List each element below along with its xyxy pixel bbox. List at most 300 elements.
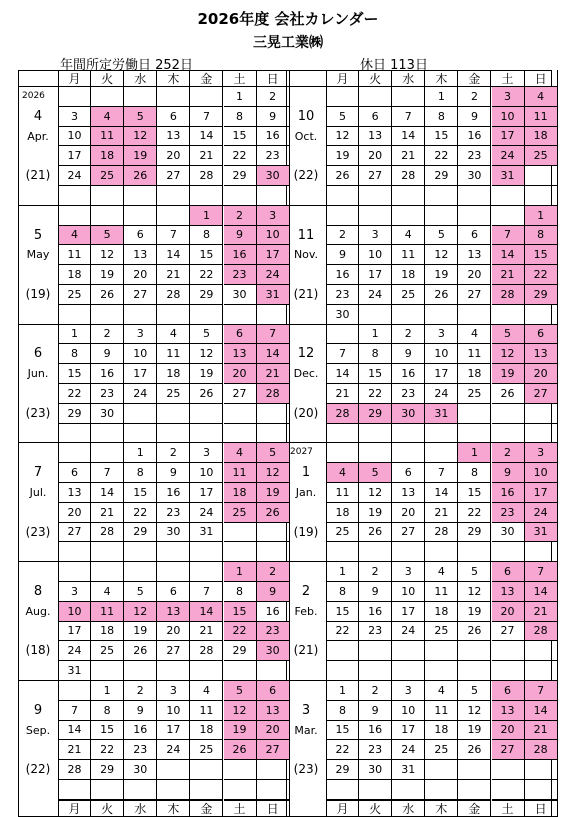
holiday-cell: 6: [525, 325, 558, 345]
holiday-cell: 25: [224, 503, 257, 523]
holiday-cell: 23: [492, 503, 525, 523]
empty-cell: [91, 186, 124, 206]
holiday-cell: 4: [91, 107, 124, 127]
day-cell: 25: [458, 384, 491, 404]
holiday-cell: 6: [492, 562, 525, 582]
empty-cell: [58, 562, 91, 582]
workday-count: (20): [293, 405, 319, 420]
day-cell: 19: [425, 265, 458, 285]
calendar-grid: [18, 70, 552, 814]
weekday-header-0: 月: [58, 70, 91, 87]
day-cell: 22: [425, 146, 458, 166]
empty-cell: [257, 661, 290, 681]
holiday-cell: 7: [257, 325, 290, 345]
workday-count: (23): [293, 762, 319, 777]
empty-cell: [190, 87, 223, 107]
holiday-cell: 8: [525, 226, 558, 246]
day-cell: 25: [425, 740, 458, 760]
empty-cell: [190, 424, 223, 444]
day-cell: 22: [359, 384, 392, 404]
empty-cell: [525, 424, 558, 444]
holiday-cell: 4: [525, 87, 558, 107]
month-abbr: Dec.: [293, 367, 319, 381]
day-cell: 28: [157, 285, 190, 305]
day-cell: 22: [124, 503, 157, 523]
empty-cell: [458, 404, 491, 424]
empty-cell: [124, 780, 157, 800]
day-cell: 19: [91, 265, 124, 285]
day-cell: 17: [58, 622, 91, 642]
holiday-cell: 30: [257, 166, 290, 186]
day-cell: 27: [224, 384, 257, 404]
holiday-cell: 21: [257, 364, 290, 384]
day-cell: 23: [392, 384, 425, 404]
day-cell: 24: [392, 740, 425, 760]
day-cell: 24: [359, 285, 392, 305]
day-cell: 29: [190, 285, 223, 305]
day-cell: 15: [326, 602, 359, 622]
empty-cell: [58, 542, 91, 562]
day-cell: 13: [392, 483, 425, 503]
day-cell: 13: [124, 245, 157, 265]
day-cell: 30: [492, 523, 525, 543]
day-cell: 19: [124, 622, 157, 642]
empty-cell: [326, 325, 359, 345]
holiday-cell: 19: [124, 146, 157, 166]
empty-cell: [359, 206, 392, 226]
day-cell: 7: [326, 344, 359, 364]
holiday-cell: 21: [525, 721, 558, 741]
empty-cell: [257, 542, 290, 562]
day-cell: 24: [58, 166, 91, 186]
day-cell: 17: [392, 602, 425, 622]
day-cell: 28: [91, 523, 124, 543]
day-cell: 30: [157, 523, 190, 543]
holiday-cell: 20: [525, 364, 558, 384]
holiday-cell: 5: [224, 681, 257, 701]
day-cell: 8: [58, 344, 91, 364]
day-cell: 26: [425, 285, 458, 305]
empty-cell: [425, 641, 458, 661]
day-cell: 13: [458, 245, 491, 265]
day-cell: 23: [124, 740, 157, 760]
day-cell: 18: [157, 364, 190, 384]
day-cell: 10: [157, 701, 190, 721]
day-cell: 31: [190, 523, 223, 543]
day-cell: 27: [458, 285, 491, 305]
day-cell: 5: [458, 562, 491, 582]
day-cell: 5: [425, 226, 458, 246]
empty-cell: [492, 404, 525, 424]
day-cell: 17: [58, 146, 91, 166]
day-cell: 19: [359, 503, 392, 523]
weekday-header-3: 木: [425, 800, 458, 817]
empty-cell: [326, 641, 359, 661]
day-cell: 12: [326, 127, 359, 147]
empty-cell: [124, 424, 157, 444]
day-cell: 16: [392, 364, 425, 384]
empty-cell: [157, 404, 190, 424]
empty-cell: [525, 305, 558, 325]
empty-cell: [525, 542, 558, 562]
holiday-cell: 11: [224, 463, 257, 483]
empty-cell: [359, 542, 392, 562]
empty-cell: [91, 542, 124, 562]
day-cell: 4: [91, 582, 124, 602]
empty-cell: [58, 87, 91, 107]
day-cell: 21: [91, 503, 124, 523]
empty-cell: [492, 186, 525, 206]
day-cell: 7: [58, 701, 91, 721]
day-cell: 29: [124, 523, 157, 543]
empty-cell: [359, 661, 392, 681]
day-cell: 28: [425, 523, 458, 543]
empty-cell: [91, 87, 124, 107]
day-cell: 4: [392, 226, 425, 246]
weekday-header-2: 水: [124, 800, 157, 817]
day-cell: 16: [157, 483, 190, 503]
day-cell: 16: [326, 265, 359, 285]
day-cell: 26: [190, 384, 223, 404]
day-cell: 22: [58, 384, 91, 404]
month-abbr: Aug.: [25, 604, 51, 618]
holiday-cell: 9: [224, 226, 257, 246]
empty-cell: [58, 681, 91, 701]
holiday-cell: 17: [492, 127, 525, 147]
day-cell: 20: [58, 503, 91, 523]
holiday-cell: 27: [257, 740, 290, 760]
day-cell: 15: [458, 483, 491, 503]
day-cell: 29: [224, 641, 257, 661]
day-cell: 16: [458, 127, 491, 147]
day-cell: 5: [458, 681, 491, 701]
day-cell: 7: [392, 107, 425, 127]
day-cell: 3: [392, 562, 425, 582]
annual-work-days: 年間所定労働日 252日: [60, 58, 193, 73]
empty-cell: [458, 760, 491, 780]
holiday-cell: 4: [58, 226, 91, 246]
weekday-header-0: 月: [326, 800, 359, 817]
empty-cell: [492, 424, 525, 444]
day-cell: 2: [91, 325, 124, 345]
day-cell: 30: [91, 404, 124, 424]
day-cell: 10: [58, 127, 91, 147]
holiday-cell: 13: [492, 582, 525, 602]
day-cell: 3: [190, 443, 223, 463]
holiday-cell: 28: [525, 622, 558, 642]
day-cell: 15: [190, 245, 223, 265]
holiday-cell: 14: [190, 602, 223, 622]
day-cell: 14: [425, 483, 458, 503]
empty-cell: [157, 661, 190, 681]
empty-cell: [492, 760, 525, 780]
holiday-cell: 7: [492, 226, 525, 246]
empty-cell: [326, 780, 359, 800]
empty-cell: [224, 305, 257, 325]
day-cell: 9: [458, 107, 491, 127]
empty-cell: [425, 542, 458, 562]
day-cell: 3: [124, 325, 157, 345]
month-abbr: Nov.: [293, 248, 319, 262]
day-cell: 29: [458, 523, 491, 543]
day-cell: 12: [359, 483, 392, 503]
empty-cell: [492, 661, 525, 681]
holiday-cell: 23: [224, 265, 257, 285]
holiday-cell: 15: [525, 245, 558, 265]
empty-cell: [326, 186, 359, 206]
empty-cell: [124, 661, 157, 681]
day-cell: 9: [359, 582, 392, 602]
fiscal-year-label: 2027: [290, 447, 313, 458]
empty-cell: [257, 780, 290, 800]
holiday-cell: 16: [224, 245, 257, 265]
day-cell: 6: [458, 226, 491, 246]
day-cell: 8: [224, 582, 257, 602]
empty-cell: [425, 661, 458, 681]
day-cell: 9: [392, 344, 425, 364]
day-cell: 18: [326, 503, 359, 523]
empty-cell: [91, 206, 124, 226]
day-cell: 2: [359, 681, 392, 701]
day-cell: 30: [458, 166, 491, 186]
empty-cell: [224, 523, 257, 543]
month-abbr: Feb.: [294, 604, 318, 618]
empty-cell: [124, 206, 157, 226]
empty-cell: [492, 542, 525, 562]
workday-count: (19): [293, 524, 319, 539]
day-cell: 12: [458, 701, 491, 721]
holiday-cell: 6: [257, 681, 290, 701]
empty-cell: [326, 443, 359, 463]
weekday-header-2: 水: [124, 70, 157, 87]
holiday-cell: 10: [492, 107, 525, 127]
holiday-cell: 10: [58, 602, 91, 622]
day-cell: 22: [224, 146, 257, 166]
day-cell: 27: [58, 523, 91, 543]
holiday-cell: 28: [525, 740, 558, 760]
empty-cell: [157, 562, 190, 582]
day-cell: 17: [359, 265, 392, 285]
holiday-cell: 14: [257, 344, 290, 364]
holiday-cell: 28: [257, 384, 290, 404]
holiday-cell: 28: [326, 404, 359, 424]
day-cell: 11: [326, 483, 359, 503]
empty-cell: [257, 404, 290, 424]
day-cell: 3: [58, 107, 91, 127]
day-cell: 29: [58, 404, 91, 424]
empty-cell: [257, 523, 290, 543]
holiday-cell: 1: [190, 206, 223, 226]
day-cell: 8: [359, 344, 392, 364]
weekday-header-2: 水: [392, 70, 425, 87]
holiday-cell: 5: [359, 463, 392, 483]
empty-cell: [58, 443, 91, 463]
day-cell: 3: [157, 681, 190, 701]
holiday-cell: 2: [492, 443, 525, 463]
holiday-cell: 9: [257, 582, 290, 602]
day-cell: 7: [190, 107, 223, 127]
day-cell: 18: [91, 622, 124, 642]
day-cell: 10: [190, 463, 223, 483]
empty-cell: [190, 305, 223, 325]
day-cell: 2: [157, 443, 190, 463]
day-cell: 29: [425, 166, 458, 186]
holiday-cell: 24: [492, 146, 525, 166]
day-cell: 12: [458, 582, 491, 602]
weekday-header-4: 金: [190, 70, 223, 87]
day-cell: 26: [124, 641, 157, 661]
day-cell: 31: [58, 661, 91, 681]
empty-cell: [326, 542, 359, 562]
holiday-cell: 12: [257, 463, 290, 483]
holiday-cell: 5: [91, 226, 124, 246]
empty-cell: [157, 780, 190, 800]
day-cell: 3: [392, 681, 425, 701]
day-cell: 27: [157, 641, 190, 661]
holiday-cell: 21: [492, 265, 525, 285]
holiday-cell: 5: [257, 443, 290, 463]
day-cell: 22: [190, 265, 223, 285]
holiday-cell: 12: [124, 127, 157, 147]
day-cell: 16: [257, 127, 290, 147]
day-cell: 21: [190, 146, 223, 166]
empty-cell: [58, 424, 91, 444]
day-cell: 1: [224, 87, 257, 107]
weekday-header-4: 金: [458, 800, 491, 817]
day-cell: 29: [224, 166, 257, 186]
empty-cell: [190, 760, 223, 780]
weekday-header-1: 火: [359, 70, 392, 87]
holiday-cell: 29: [525, 285, 558, 305]
empty-cell: [525, 166, 558, 186]
month-number: 7: [33, 465, 43, 481]
holiday-cell: 1: [224, 562, 257, 582]
weekday-header-6: 日: [257, 70, 290, 87]
empty-cell: [224, 661, 257, 681]
month-abbr: Apr.: [27, 129, 49, 143]
day-cell: 8: [458, 463, 491, 483]
day-cell: 15: [91, 721, 124, 741]
empty-cell: [359, 641, 392, 661]
day-cell: 23: [359, 622, 392, 642]
holiday-cell: 12: [224, 701, 257, 721]
holiday-cell: 23: [257, 622, 290, 642]
holiday-cell: 20: [257, 721, 290, 741]
empty-cell: [224, 404, 257, 424]
day-cell: 2: [326, 226, 359, 246]
month-number: 3: [301, 702, 311, 718]
workday-count: (21): [293, 643, 319, 658]
day-cell: 9: [157, 463, 190, 483]
holiday-cell: 5: [124, 107, 157, 127]
day-cell: 25: [157, 384, 190, 404]
empty-cell: [458, 542, 491, 562]
month-number: 12: [297, 346, 315, 362]
weekday-header-4: 金: [190, 800, 223, 817]
day-cell: 22: [326, 740, 359, 760]
workday-count: (23): [25, 405, 51, 420]
day-cell: 26: [91, 285, 124, 305]
weekday-header-1: 火: [91, 800, 124, 817]
holiday-cell: 28: [492, 285, 525, 305]
holiday-cell: 17: [257, 245, 290, 265]
holiday-cell: 13: [492, 701, 525, 721]
empty-cell: [157, 760, 190, 780]
day-cell: 4: [425, 562, 458, 582]
empty-cell: [157, 186, 190, 206]
day-cell: 18: [458, 364, 491, 384]
day-cell: 10: [392, 701, 425, 721]
day-cell: 19: [190, 364, 223, 384]
day-cell: 8: [326, 582, 359, 602]
month-abbr: Mar.: [294, 723, 318, 737]
empty-cell: [392, 87, 425, 107]
empty-cell: [224, 186, 257, 206]
empty-cell: [224, 424, 257, 444]
day-cell: 27: [157, 166, 190, 186]
day-cell: 8: [425, 107, 458, 127]
day-cell: 17: [190, 483, 223, 503]
day-cell: 23: [359, 740, 392, 760]
empty-cell: [525, 780, 558, 800]
day-cell: 8: [224, 107, 257, 127]
empty-cell: [458, 641, 491, 661]
holiday-cell: 6: [224, 325, 257, 345]
holiday-cell: 11: [525, 107, 558, 127]
holiday-cell: 25: [91, 166, 124, 186]
holiday-cell: 1: [525, 206, 558, 226]
day-cell: 17: [392, 721, 425, 741]
day-cell: 23: [257, 146, 290, 166]
day-cell: 15: [58, 364, 91, 384]
empty-cell: [91, 562, 124, 582]
day-cell: 10: [359, 245, 392, 265]
empty-cell: [124, 305, 157, 325]
day-cell: 2: [124, 681, 157, 701]
empty-cell: [157, 305, 190, 325]
month-abbr: Sep.: [25, 723, 51, 737]
day-cell: 20: [392, 503, 425, 523]
month-number: 11: [297, 227, 315, 243]
month-number: 2: [301, 584, 311, 599]
empty-cell: [124, 404, 157, 424]
day-cell: 25: [58, 285, 91, 305]
empty-cell: [91, 780, 124, 800]
day-cell: 25: [425, 622, 458, 642]
weekday-header-1: 火: [91, 70, 124, 87]
empty-cell: [326, 661, 359, 681]
holiday-cell: 16: [492, 483, 525, 503]
empty-cell: [91, 443, 124, 463]
empty-cell: [91, 305, 124, 325]
empty-cell: [124, 562, 157, 582]
day-cell: 8: [190, 226, 223, 246]
day-cell: 30: [224, 285, 257, 305]
weekday-header-6: 日: [525, 70, 558, 87]
holiday-cell: 3: [525, 443, 558, 463]
day-cell: 14: [392, 127, 425, 147]
empty-cell: [359, 424, 392, 444]
day-cell: 3: [58, 582, 91, 602]
day-cell: 2: [392, 325, 425, 345]
day-cell: 22: [91, 740, 124, 760]
day-cell: 27: [492, 622, 525, 642]
empty-cell: [58, 305, 91, 325]
empty-cell: [124, 542, 157, 562]
day-cell: 9: [359, 701, 392, 721]
day-cell: 24: [157, 740, 190, 760]
day-cell: 21: [157, 265, 190, 285]
